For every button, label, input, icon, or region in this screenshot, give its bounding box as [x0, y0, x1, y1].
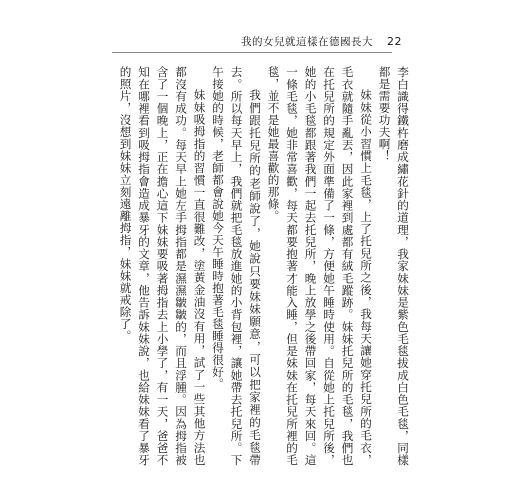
- running-title: 我的女兒就這樣在德國長大: [241, 36, 373, 48]
- page-header: [241, 34, 402, 49]
- header-rule: [112, 52, 392, 53]
- body-text: [116, 66, 412, 466]
- page-number: 22: [387, 35, 402, 48]
- paragraph: 李白識得鐵杵磨成繡花針的道理，我家妹妹是紫色毛毯拔成白色毛毯，同樣都是需要功夫啊！: [377, 66, 410, 466]
- paragraph: 妹妹吸拇指的習慣一直很難改，塗黃金油沒有用，試了一些其他方法也都沒有成功。每天早上她左手拇指都是濕濕皺皺的，而且浮腫。因為拇指被含了一個晚上，正在擔心這下妹妹要吸著拇指去上小學了，有一天，爸爸不知在哪裡看到吸拇指會造成暴牙的文章，他告訴妹妹說，也給妹妹看了暴牙的照片，沒想到妹妹立刻遠離拇指，妹妹就戒除了。: [118, 66, 207, 466]
- paragraph: 妹妹從小習慣上毛毯，上了托兒所之後，我每天讓她穿托兒所的毛衣，毛衣就隨手亂丟，因此家裡到處都有絨毛蹤跡。妹妹托兒所的毛毯，我們也在托兒所的規定外面準備了一條，方便她午睡時使用。自從她上托兒所後，她的小毛毯都跟著我們一起去托兒所，晚上放學之後帶回家，每天來回。這一條毛毯，她非常喜歡，每天都要抱著才能入睡，但是妹妹在托兒所裡的毛毯，並不是她最喜歡的那條。: [266, 66, 373, 466]
- paragraph: 我們跟托兒所的老師說了，她說只要妹妹願意，可以把家裡的毛毯帶去。所以每天早上，我們就把毛毯放進她的小背包裡，讓她帶去托兒所。下午接她的時候，老師都會說她今天午睡時抱著毛毯睡得很好。: [211, 66, 262, 466]
